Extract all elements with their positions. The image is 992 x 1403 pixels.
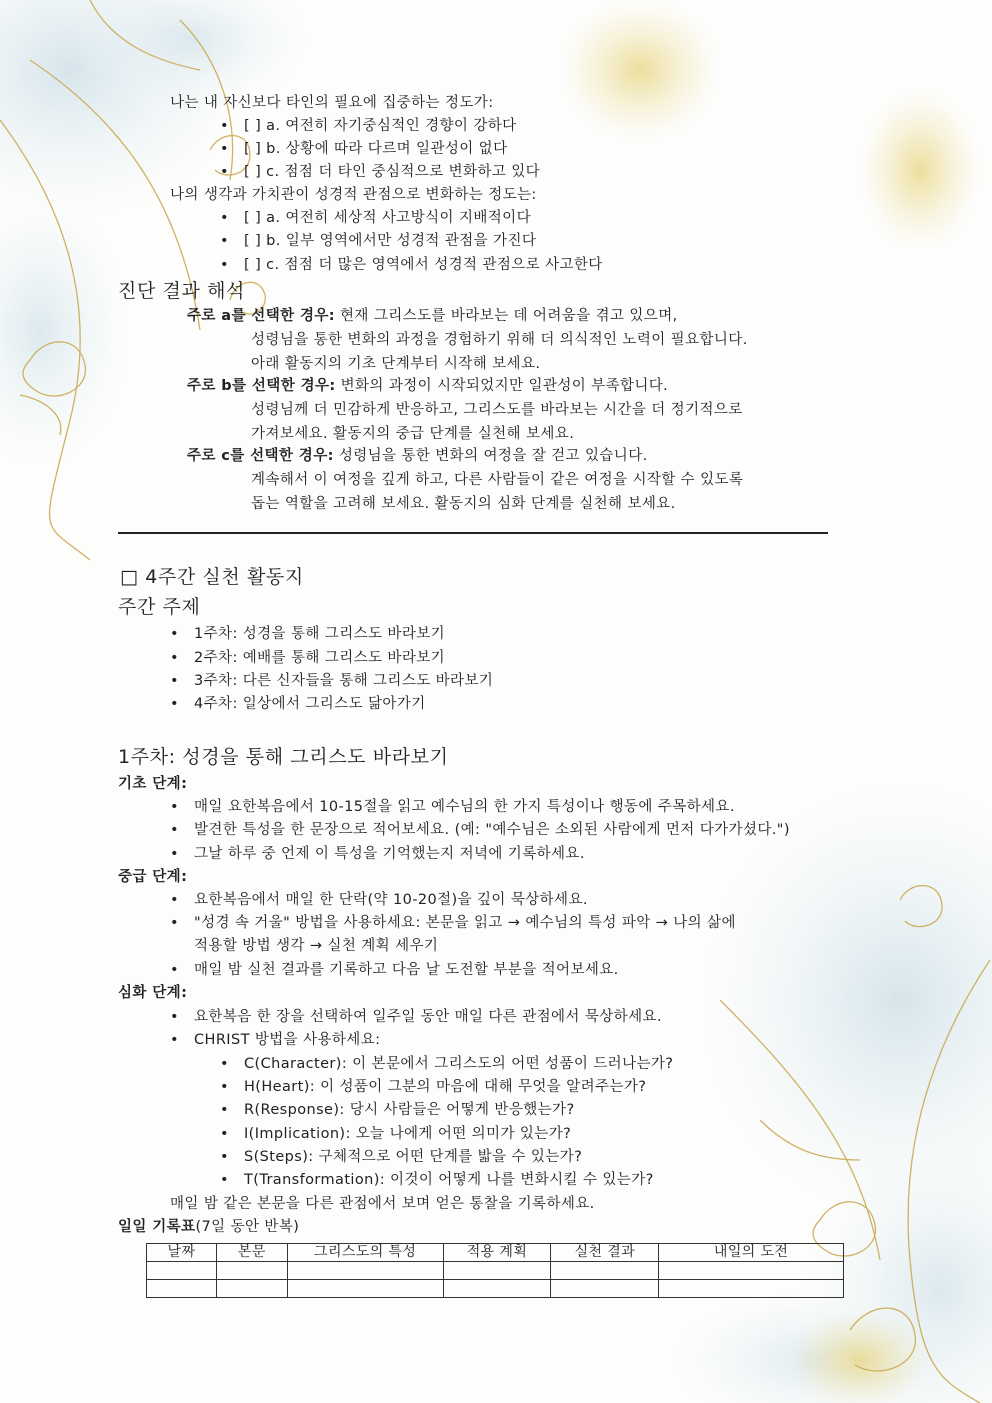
table-cell[interactable]: [216, 1280, 287, 1298]
christ-item: • C(Character): 이 본문에서 그리스도의 어떤 성품이 드러나는가?: [244, 1054, 673, 1074]
christ-item: • H(Heart): 이 성품이 그분의 마음에 대해 무엇을 알려주는가?: [244, 1077, 646, 1097]
table-cell[interactable]: [443, 1262, 551, 1280]
table-header-challenge: 내일의 도전: [659, 1244, 844, 1262]
diagnosis-b-text: 변화의 과정이 시작되었지만 일관성이 부족합니다.: [340, 378, 669, 394]
table-cell[interactable]: [659, 1262, 844, 1280]
table-cell[interactable]: [147, 1262, 217, 1280]
question-biblical-view: 나의 생각과 가치관이 성경적 관점으로 변화하는 정도는:: [170, 187, 537, 203]
daily-log-title: [118, 1217, 299, 1237]
diagnosis-heading: 진단 결과 해석: [118, 280, 246, 302]
activity-heading: □ 4주간 실천 활동지: [120, 566, 304, 588]
basic-item: • 그날 하루 중 언제 이 특성을 기억했는지 저녁에 기록하세요.: [194, 844, 585, 864]
mid-item-cont: 적용할 방법 생각 → 실천 계획 세우기: [194, 938, 439, 954]
theme-item: • 4주차: 일상에서 그리스도 닮아가기: [194, 694, 426, 714]
mid-item: • 요한복음에서 매일 한 단락(약 10-20절)을 깊이 묵상하세요.: [194, 890, 588, 910]
section-divider: [118, 532, 828, 534]
christ-item: • T(Transformation): 이것이 어떻게 나를 변화시킬 수 있는가?: [244, 1170, 654, 1190]
deep-item: • 요한복음 한 장을 선택하여 일주일 동안 매일 다른 관점에서 묵상하세요.: [194, 1007, 662, 1027]
option-checkbox[interactable]: • [ ] c. 점점 더 많은 영역에서 성경적 관점으로 사고한다: [244, 255, 603, 275]
table-header-result: 실천 결과: [551, 1244, 659, 1262]
diagnosis-a-label: 주로 a를 선택한 경우:: [187, 308, 335, 324]
diagnosis-c-line: 돕는 역할을 고려해 보세요. 활동지의 심화 단계를 실천해 보세요.: [251, 496, 676, 512]
diagnosis-a-line: 성령님을 통한 변화의 과정을 경험하기 위해 더 의식적인 노력이 필요합니다.: [251, 332, 748, 348]
table-cell[interactable]: [147, 1280, 217, 1298]
table-header-trait: 그리스도의 특성: [287, 1244, 443, 1262]
theme-item: • 2주차: 예배를 통해 그리스도 바라보기: [194, 648, 445, 668]
table-header-date: 날짜: [147, 1244, 217, 1262]
option-checkbox[interactable]: • [ ] b. 일부 영역에서만 성경적 관점을 가진다: [244, 231, 536, 251]
christ-item: • R(Response): 당시 사람들은 어떻게 반응했는가?: [244, 1100, 575, 1120]
table-cell[interactable]: [443, 1280, 551, 1298]
week1-heading: 1주차: 성경을 통해 그리스도 바라보기: [118, 746, 449, 768]
diagnosis-c-label: 주로 c를 선택한 경우:: [187, 448, 334, 464]
option-checkbox[interactable]: • [ ] b. 상황에 따라 다르며 일관성이 없다: [244, 139, 508, 159]
table-header-row: [147, 1244, 844, 1262]
option-checkbox[interactable]: • [ ] a. 여전히 세상적 사고방식이 지배적이다: [244, 208, 531, 228]
diagnosis-a: [187, 306, 678, 326]
mid-item: • 매일 밤 실천 결과를 기록하고 다음 날 도전할 부분을 적어보세요.: [194, 960, 619, 980]
mid-item: • "성경 속 거울" 방법을 사용하세요: 본문을 읽고 → 예수님의 특성 파악 → 나의 삶에: [194, 913, 736, 933]
diagnosis-c: [187, 446, 648, 466]
daily-log-suffix: (7일 동안 반복): [195, 1219, 300, 1235]
option-checkbox[interactable]: • [ ] a. 여전히 자기중심적인 경향이 강하다: [244, 116, 517, 136]
table-header-passage: 본문: [216, 1244, 287, 1262]
diagnosis-a-text: 현재 그리스도를 바라보는 데 어려움을 겪고 있으며,: [340, 308, 678, 324]
option-checkbox[interactable]: • [ ] c. 점점 더 타인 중심적으로 변화하고 있다: [244, 162, 540, 182]
question-others-focus: 나는 내 자신보다 타인의 필요에 집중하는 정도가:: [170, 95, 494, 111]
basic-item: • 발견한 특성을 한 문장으로 적어보세요. (예: "예수님은 소외된 사람에게 먼저 다가가셨다."): [194, 820, 790, 840]
daily-log-label: 일일 기록표: [118, 1219, 196, 1235]
diagnosis-c-text: 성령님을 통한 변화의 여정을 잘 걷고 있습니다.: [338, 448, 648, 464]
basic-level-label: 기초 단계:: [118, 776, 188, 792]
christ-item: • S(Steps): 구체적으로 어떤 단계를 밟을 수 있는가?: [244, 1147, 582, 1167]
table-cell[interactable]: [659, 1280, 844, 1298]
diagnosis-b: [187, 376, 668, 396]
theme-item: • 3주차: 다른 신자들을 통해 그리스도 바라보기: [194, 671, 493, 691]
deep-item: • CHRIST 방법을 사용하세요:: [194, 1030, 380, 1050]
table-cell[interactable]: [551, 1262, 659, 1280]
table-cell[interactable]: [551, 1280, 659, 1298]
daily-log-table: [146, 1243, 844, 1298]
deep-level-label: 심화 단계:: [118, 985, 188, 1001]
table-row: [147, 1280, 844, 1298]
deep-note: 매일 밤 같은 본문을 다른 관점에서 보며 얻은 통찰을 기록하세요.: [170, 1196, 595, 1212]
table-cell[interactable]: [287, 1280, 443, 1298]
diagnosis-a-line: 아래 활동지의 기초 단계부터 시작해 보세요.: [251, 356, 541, 372]
christ-item: • I(Implication): 오늘 나에게 어떤 의미가 있는가?: [244, 1124, 571, 1144]
table-row: [147, 1262, 844, 1280]
diagnosis-b-label: 주로 b를 선택한 경우:: [187, 378, 336, 394]
mid-level-label: 중급 단계:: [118, 869, 188, 885]
table-cell[interactable]: [216, 1262, 287, 1280]
basic-item: • 매일 요한복음에서 10-15절을 읽고 예수님의 한 가지 특성이나 행동에 주목하세요.: [194, 797, 735, 817]
diagnosis-c-line: 계속해서 이 여정을 깊게 하고, 다른 사람들이 같은 여정을 시작할 수 있도록: [251, 472, 744, 488]
diagnosis-b-line: 성령님께 더 민감하게 반응하고, 그리스도를 바라보는 시간을 더 정기적으로: [251, 402, 743, 418]
weekly-themes-heading: 주간 주제: [118, 596, 201, 618]
table-header-plan: 적용 계획: [443, 1244, 551, 1262]
table-cell[interactable]: [287, 1262, 443, 1280]
diagnosis-b-line: 가져보세요. 활동지의 중급 단계를 실천해 보세요.: [251, 426, 575, 442]
theme-item: • 1주차: 성경을 통해 그리스도 바라보기: [194, 624, 445, 644]
